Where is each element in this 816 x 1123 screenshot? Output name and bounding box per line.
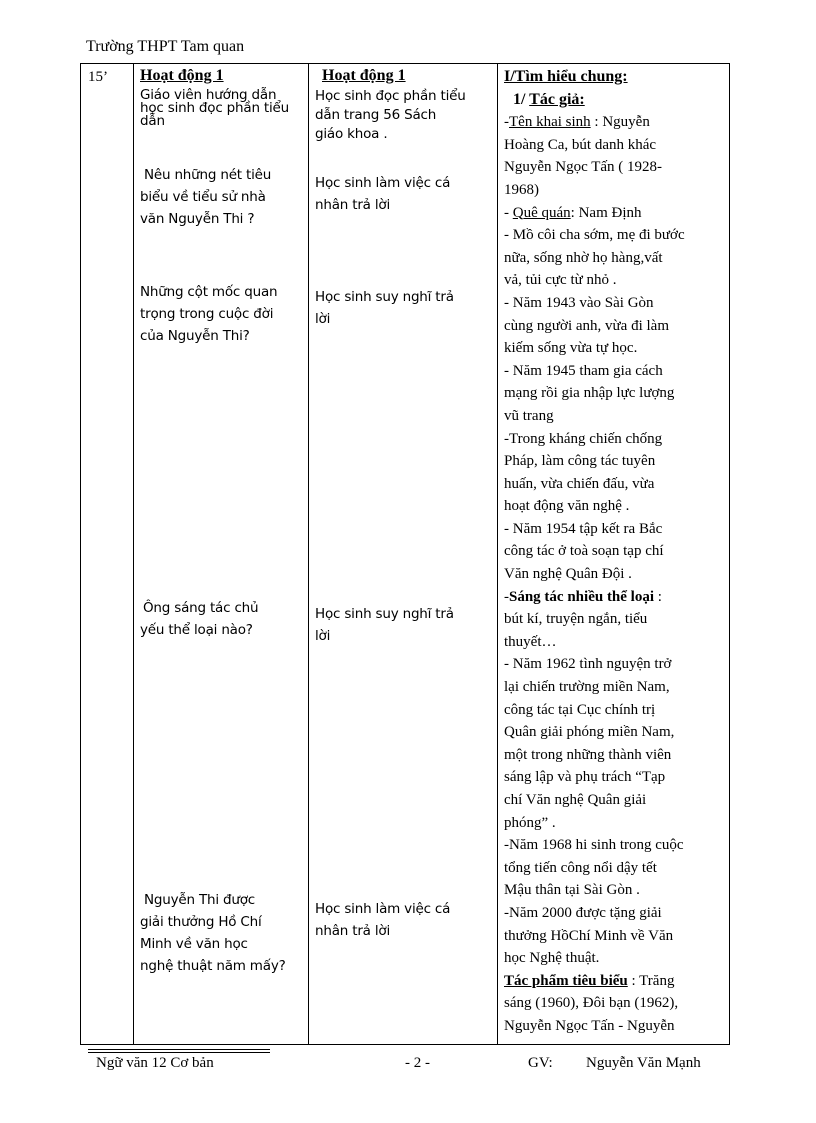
student-answer-2: Học sinh làm việc cá nhân trả lời bbox=[315, 175, 451, 213]
teacher-question-3: Những cột mốc quan trọng trong cuộc đời của Nguyễn Thi? bbox=[140, 284, 278, 344]
teacher-question-1: Giáo viên hướng dẫn học sinh đọc phần tiểu dẫn bbox=[140, 87, 290, 129]
teacher-question-5: Nguyễn Thi được giải thưởng Hồ Chí Minh về văn học nghệ thuật năm mấy? bbox=[140, 892, 286, 974]
student-answer-5: Học sinh làm việc cá nhân trả lời bbox=[315, 901, 451, 939]
student-answer-1: Học sinh đọc phần tiểu dẫn trang 56 Sách giáo khoa . bbox=[315, 88, 466, 142]
teacher-activity-title: Hoạt động 1 bbox=[140, 67, 224, 84]
school-header: Trường THPT Tam quan bbox=[86, 38, 245, 55]
works-line: Tác phẩm tiêu biểu : Trăng bbox=[504, 972, 675, 989]
author-subheading: 1/ Tác giả: bbox=[513, 90, 585, 108]
page-number: - 2 - bbox=[405, 1055, 430, 1071]
section-heading: I/Tìm hiểu chung: bbox=[504, 68, 628, 85]
footer-subject: Ngữ văn 12 Cơ bản bbox=[96, 1055, 214, 1071]
birth-name: -Tên khai sinh : Nguyễn bbox=[504, 114, 650, 131]
teacher-question-2: Nêu những nét tiêu biểu về tiểu sử nhà văn Nguyễn Thi ? bbox=[140, 167, 272, 227]
genres-line: -Sáng tác nhiều thể loại : bbox=[504, 588, 662, 605]
hometown: - Quê quán: Nam Định bbox=[504, 204, 642, 221]
student-answer-4: Học sinh suy nghĩ trả lời bbox=[315, 606, 454, 644]
footer-teacher: Nguyễn Văn Mạnh bbox=[586, 1055, 701, 1071]
content-column: I/Tìm hiểu chung: 1/ Tác giả: -Tên khai sinh : Nguyễn Hoàng Ca, bút danh khác Nguyễn Ngọc Tấn ( 1928- 1968) - Quê quán: Nam Định - Mồ côi cha sớm, mẹ đi bước nữa, sống nhờ họ hàng,vất vả, tủi cực từ nhỏ . - Năm 1943 vào Sài Gòn cùng người anh, vừa đi làm kiếm sống vừa tự học. - Năm 1945 tham gia cách mạng rồi gia nhập lực lượng vũ trang -Trong kháng chiến chống Pháp, làm công tác tuyên huấn, vừa chiến đấu, vừa hoạt động văn nghệ . - Năm 1954 tập kết ra Bắc công tác ở toà soạn tạp chí Văn nghệ Quân Đội . -Sáng tác nhiều thể loại : bút kí, truyện ngắn, tiểu thuyết… - Năm 1962 tình nguyện trở lại chiến trường miền Nam, công tác tại Cục chính trị Quân giải phóng miền Nam, một trong những thành viên sáng lập và phụ trách “Tạp chí Văn nghệ Quân giải phóng” . -Năm 1968 hi sinh trong cuộc tổng tiến công nổi dậy tết Mậu thân tại Sài Gòn . -Năm 2000 được tặng giải thưởng HồChí Minh về Văn học Nghệ thuật. Tác phẩm tiêu biểu : Trăng sáng (1960), Đôi bạn (1962), Nguyễn Ngọc Tấn - Nguyễn bbox=[504, 68, 685, 1034]
time-cell: 15’ bbox=[88, 69, 108, 85]
student-answer-3: Học sinh suy nghĩ trả lời bbox=[315, 289, 454, 327]
student-activity-title: Hoạt động 1 bbox=[322, 67, 406, 84]
teacher-question-4: Ông sáng tác chủ yếu thể loại nào? bbox=[140, 600, 259, 638]
footer-gv-label: GV: bbox=[528, 1055, 553, 1071]
